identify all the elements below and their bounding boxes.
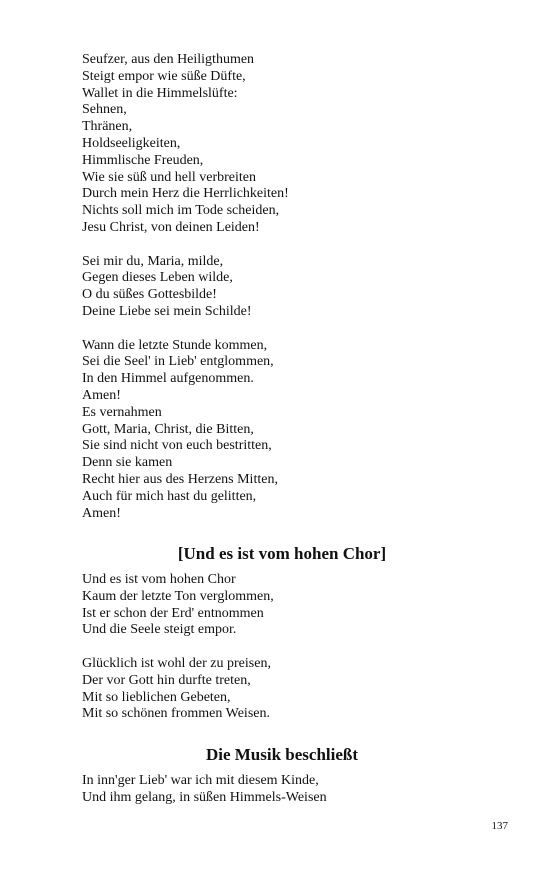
poem-line: Denn sie kamen [82, 455, 173, 471]
poem-line: Der vor Gott hin durfte treten, [82, 672, 251, 688]
section-heading-chor: [Und es ist vom hohen Chor] [177, 544, 387, 563]
poem-line: Holdseeligkeiten, [82, 135, 181, 151]
poem-line: Wie sie süß und hell verbreiten [82, 169, 256, 185]
poem-line: Sei die Seel' in Lieb' entglommen, [82, 354, 274, 370]
poem-line: Gegen dieses Leben wilde, [82, 270, 233, 286]
poem-line: Kaum der letzte Ton verglommen, [82, 588, 274, 604]
poem-line: Steigt empor wie süße Düfte, [82, 68, 246, 84]
poem-section-3 [82, 773, 482, 807]
poem-line: O du süßes Gottesbilde! [82, 287, 217, 303]
poem-line: Seufzer, aus den Heiligthumen [82, 52, 255, 67]
poem-line: Recht hier aus des Herzens Mitten, [82, 471, 278, 487]
poem-line: Und die Seele steigt empor. [82, 622, 237, 638]
poem-section-2 [82, 572, 482, 723]
poem-line: Es vernahmen [82, 404, 162, 420]
poem-line: Glücklich ist wohl der zu preisen, [82, 655, 271, 671]
poem-line: Ist er schon der Erd' entnommen [82, 605, 264, 621]
poem-line: Himmlische Freuden, [82, 152, 204, 168]
poem-line: Sehnen, [82, 102, 127, 118]
poem-line: Sie sind nicht von euch bestritten, [82, 438, 272, 454]
poem-line: Jesu Christ, von deinen Leiden! [82, 219, 260, 235]
poem-line: Amen! [82, 387, 121, 403]
poem-line: Auch für mich hast du gelitten, [82, 488, 257, 504]
stanza-break [82, 639, 482, 656]
poem-line: Amen! [82, 505, 121, 521]
poem-line: Durch mein Herz die Herrlichkeiten! [82, 186, 289, 202]
poem-line: In inn'ger Lieb' war ich mit diesem Kinde, [82, 773, 319, 788]
poem-line: Und ihm gelang, in süßen Himmels-Weisen [82, 789, 327, 805]
stanza-break [82, 237, 482, 254]
poem-line: Thränen, [82, 119, 133, 135]
poem-line: Nichts soll mich im Tode scheiden, [82, 203, 280, 219]
page-number: 137 [491, 820, 508, 832]
poem-line: Mit so lieblichen Gebeten, [82, 689, 231, 705]
stanza-break [82, 321, 482, 338]
poem-line: Deine Liebe sei mein Schilde! [82, 303, 252, 319]
poem-section-1 [82, 52, 482, 522]
poem-line: Und es ist vom hohen Chor [82, 572, 236, 587]
poem-line: Mit so schönen frommen Weisen. [82, 706, 270, 722]
poem-line: In den Himmel aufgenommen. [82, 371, 254, 387]
poem-line: Wann die letzte Stunde kommen, [82, 337, 268, 353]
poem-line: Wallet in die Himmelslüfte: [82, 85, 238, 101]
poem-line: Gott, Maria, Christ, die Bitten, [82, 421, 254, 437]
section-heading-musik: Die Musik beschließt [205, 745, 359, 764]
poem-line: Sei mir du, Maria, milde, [82, 253, 224, 269]
